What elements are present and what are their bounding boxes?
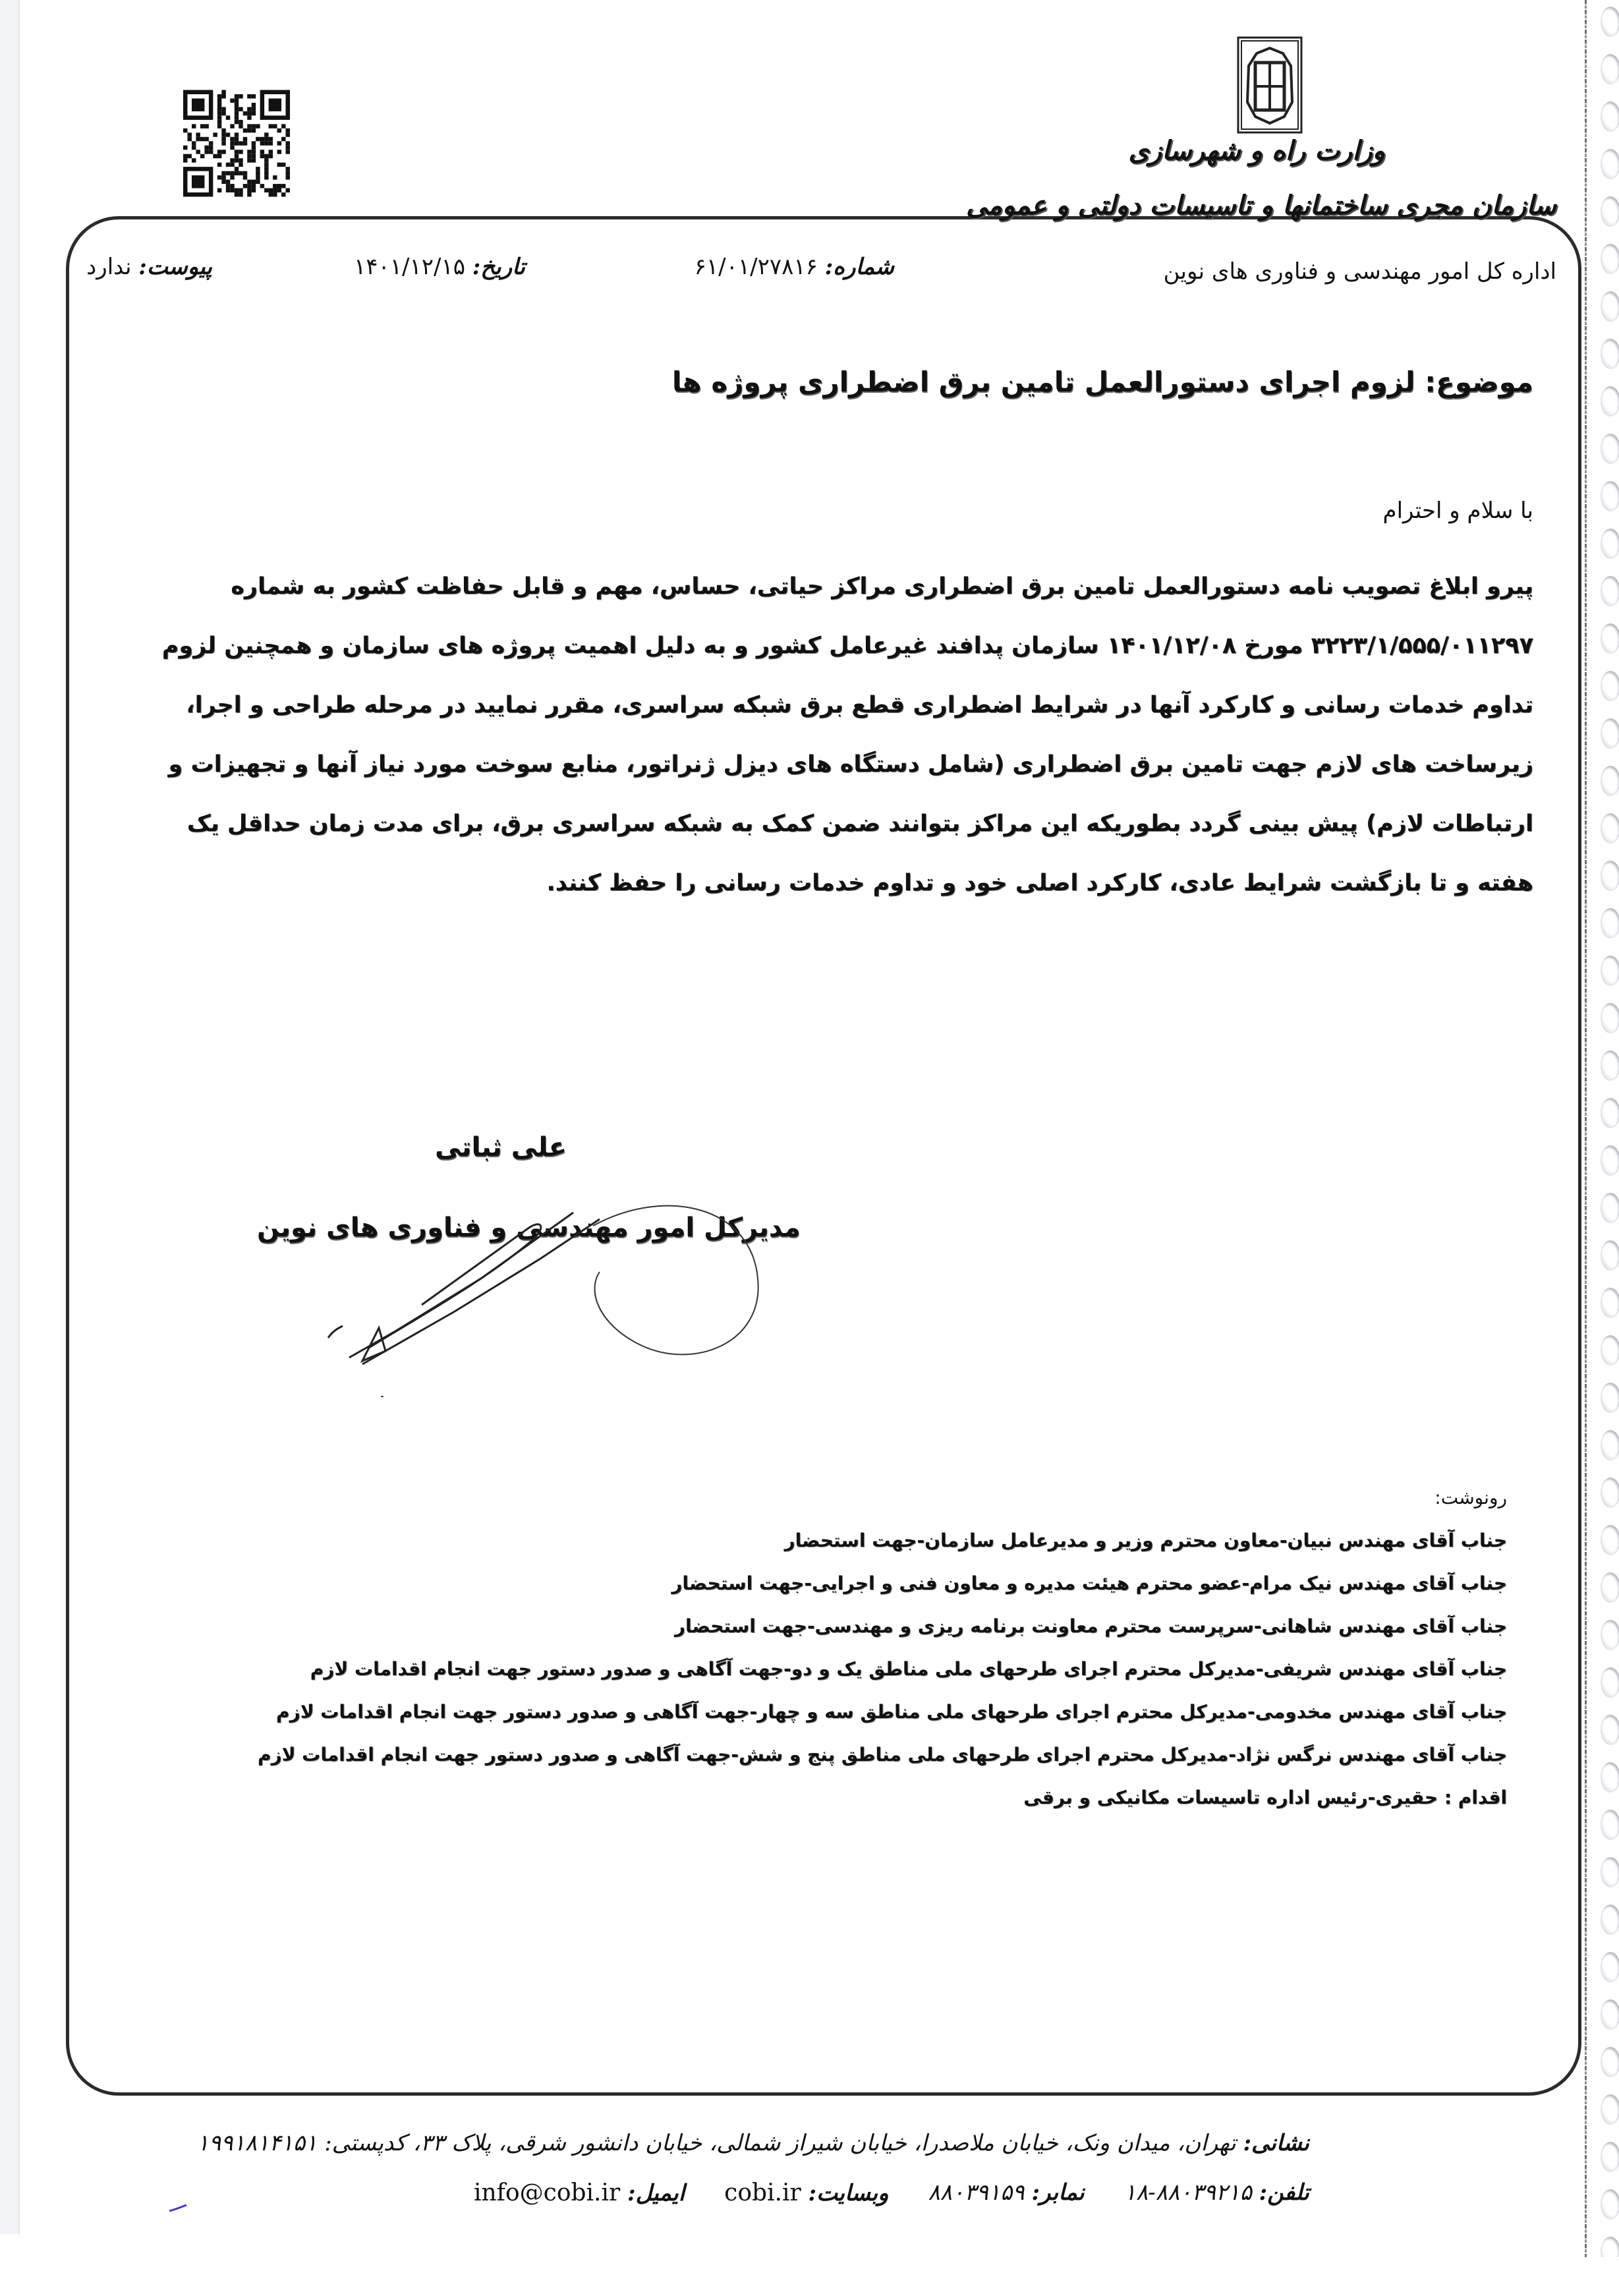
- perforation-hole: [1601, 1572, 1619, 1603]
- cc-item: جناب آقای مهندس مخدومی-مدیرکل محترم اجرای طرحهای ملی مناطق سه و چهار-جهت آگاهی و صدور دستور جهت انجام اقدامات لازم: [276, 1701, 1507, 1723]
- perforation-hole: [1601, 1857, 1619, 1887]
- phone-value: ۸۸۰۳۹۲۱۵-۱۸: [1123, 2179, 1252, 2206]
- window-emblem-icon: [1237, 36, 1303, 134]
- perforation-hole: [1601, 1003, 1619, 1033]
- perforation-hole: [1601, 196, 1619, 227]
- perforation-hole: [1601, 908, 1619, 938]
- perforation-hole: [1601, 766, 1619, 796]
- attachment-label: پیوست:: [138, 254, 212, 280]
- cc-item: جناب آقای مهندس نبیان-معاون محترم وزیر و مدیرعامل سازمان-جهت استحضار: [784, 1530, 1507, 1551]
- perforation-hole: [1601, 481, 1619, 511]
- perforation-hole: [1601, 1762, 1619, 1793]
- signatory-name: علی ثباتی: [435, 1132, 567, 1162]
- body-line: هفته و تا بازگشت شرایط عادی، کارکرد اصلی خود و تداوم خدمات رسانی را حفظ کنند.: [546, 870, 1533, 896]
- cc-item: جناب آقای مهندس نیک مرام-عضو محترم هیئت مدیره و معاون فنی و اجرایی-جهت استحضار: [671, 1572, 1507, 1594]
- greeting: با سلام و احترام: [1382, 498, 1533, 524]
- body-line: تداوم خدمات رسانی و کارکرد آنها در شرایط اضطراری قطع برق شبکه سراسری، مقرر نمایید در مرحله طراحی و اجرا،: [186, 692, 1533, 718]
- attachment: [86, 254, 212, 280]
- email-link[interactable]: info@cobi.ir: [473, 2179, 621, 2206]
- perforation-hole: [1601, 1430, 1619, 1460]
- perforation-hole: [1601, 1240, 1619, 1271]
- signatory-title: مدیرکل امور مهندسی و فناوری های نوین: [257, 1213, 801, 1243]
- perforation-hole: [1601, 1098, 1619, 1128]
- cc-title: رونوشت:: [1434, 1487, 1507, 1508]
- fax-label: نمابر:: [1031, 2179, 1085, 2206]
- perforation-hole: [1601, 2142, 1619, 2172]
- website-label: وبسایت:: [808, 2180, 889, 2206]
- cc-item: جناب آقای مهندس نرگس نژاد-مدیرکل محترم اجرای طرحهای ملی مناطق پنج و شش-جهت آگاهی و صدور دستور جهت انجام اقدامات لازم: [257, 1744, 1507, 1765]
- perforation-hole: [1601, 2047, 1619, 2077]
- letter-date-label: تاریخ:: [472, 254, 525, 280]
- perforation-hole: [1601, 813, 1619, 844]
- body-line: ارتباطات لازم) پیش بینی گردد بطوریکه این مراکز بتوانند ضمن کمک به شبکه سراسری برق، برای مدت زمان حداقل یک: [186, 811, 1533, 837]
- letter-number: [695, 254, 894, 280]
- perforation-hole: [1601, 1145, 1619, 1176]
- body-line: زیرساخت های لازم جهت تامین برق اضطراری (شامل دستگاه های دیزل ژنراتور، منابع سوخت مورد نیاز آنها و تجهیزات و: [168, 751, 1533, 778]
- cc-item: جناب آقای مهندس شریفی-مدیرکل محترم اجرای طرحهای ملی مناطق یک و دو-جهت آگاهی و صدور دستور جهت انجام اقدامات لازم: [310, 1658, 1507, 1680]
- letter-number-label: شماره:: [824, 254, 894, 280]
- phone-label: تلفن:: [1259, 2179, 1309, 2206]
- letter-number-value: ۶۱/۰۱/۲۷۸۱۶: [694, 254, 818, 280]
- perforation-hole: [1601, 1905, 1619, 1935]
- perforation-hole: [1601, 576, 1619, 606]
- perforation-hole: [1601, 1525, 1619, 1555]
- perforation-hole: [1601, 1193, 1619, 1223]
- perforation-hole: [1601, 1999, 1619, 2030]
- perforation-hole: [1601, 1715, 1619, 1745]
- website-link[interactable]: cobi.ir: [724, 2179, 801, 2206]
- perforation-hole: [1601, 861, 1619, 891]
- perforation-line: [1585, 0, 1587, 2257]
- letter-date: [354, 254, 525, 280]
- department-name: اداره کل امور مهندسی و فناوری های نوین: [1163, 258, 1556, 285]
- perforation-hole: [1601, 1810, 1619, 1840]
- body-line: پیرو ابلاغ تصویب نامه دستورالعمل تامین برق اضطراری مراکز حیاتی، حساس، مهم و قابل حفاظت کشور به شماره: [231, 573, 1533, 600]
- handwritten-signature-icon: [323, 1199, 784, 1397]
- perforation-hole: [1601, 1620, 1619, 1650]
- attachment-value: ندارد: [86, 254, 132, 280]
- perforation-hole: [1601, 7, 1619, 37]
- perforation-holes: [1598, 0, 1619, 2257]
- perforation-hole: [1601, 2189, 1619, 2220]
- perforation-hole: [1601, 1383, 1619, 1413]
- qr-code-icon: [183, 89, 290, 198]
- perforation-hole: [1601, 623, 1619, 654]
- perforation-hole: [1601, 956, 1619, 986]
- body-line: ۳۲۲۳/۱/۵۵۵/۰۱۱۲۹۷ مورخ ۱۴۰۱/۱۲/۰۸ سازمان پدافند غیرعامل کشور و به دلیل اهمیت پروژه های سازمان و همچنین لزوم: [161, 633, 1533, 659]
- organization-name: سازمان مجری ساختمانها و تاسیسات دولتی و عمومی: [966, 190, 1556, 221]
- pen-mark-icon: [168, 2204, 188, 2212]
- fax-value: ۸۸۰۳۹۱۵۹: [928, 2179, 1025, 2206]
- carbon-copy-list: [258, 1476, 1507, 1819]
- letter-footer: [197, 2119, 1309, 2218]
- ministry-name: وزارت راه و شهرسازی: [1128, 135, 1385, 166]
- footer-contacts: [197, 2168, 1309, 2218]
- cc-action: اقدام : حقیری-رئیس اداره تاسیسات مکانیکی و برقی: [1023, 1787, 1507, 1808]
- perforation-hole: [1601, 386, 1619, 416]
- cc-item: جناب آقای مهندس شاهانی-سرپرست محترم معاونت برنامه ریزی و مهندسی-جهت استحضار: [674, 1615, 1507, 1637]
- perforation-hole: [1601, 1288, 1619, 1318]
- perforation-hole: [1601, 101, 1619, 132]
- perforation-hole: [1601, 1667, 1619, 1698]
- subject-line: موضوع: لزوم اجرای دستورالعمل تامین برق اضطراری پروژه ها: [671, 366, 1533, 398]
- email-label: ایمیل:: [627, 2180, 685, 2206]
- address-label: نشانی:: [1243, 2130, 1309, 2156]
- perforation-hole: [1601, 529, 1619, 559]
- perforation-hole: [1601, 671, 1619, 701]
- perforation-hole: [1601, 1952, 1619, 1982]
- letter-body: [136, 557, 1533, 913]
- address-value: تهران، میدان ونک، خیابان ملاصدرا، خیابان شیراز شمالی، خیابان دانشور شرقی، پلاک ۳۳، کدپستی: ۱۹۹۱۸۱۴۱۵۱: [196, 2130, 1236, 2156]
- perforation-hole: [1601, 1335, 1619, 1365]
- perforation-hole: [1601, 244, 1619, 274]
- footer-address: [197, 2119, 1309, 2168]
- letter-date-value: ۱۴۰۱/۱۲/۱۵: [353, 254, 465, 280]
- perforation-hole: [1601, 718, 1619, 749]
- perforation-hole: [1601, 291, 1619, 322]
- scan-bottom-margin: [0, 2257, 1619, 2296]
- perforation-hole: [1601, 434, 1619, 464]
- perforation-hole: [1601, 54, 1619, 84]
- perforation-hole: [1601, 1050, 1619, 1081]
- scan-left-edge: [0, 0, 20, 2234]
- perforation-hole: [1601, 2094, 1619, 2125]
- perforation-hole: [1601, 149, 1619, 179]
- perforation-hole: [1601, 339, 1619, 369]
- perforation-hole: [1601, 1478, 1619, 1508]
